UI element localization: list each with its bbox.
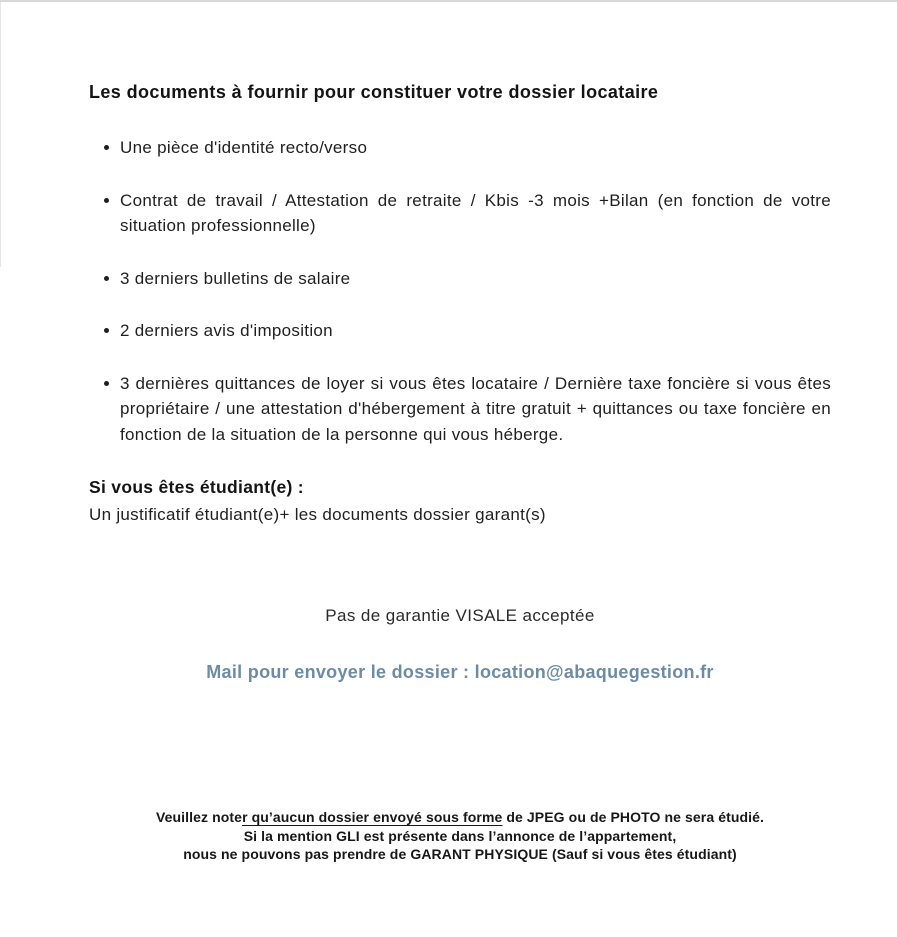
bullet-icon — [104, 381, 109, 386]
list-item-text: 2 derniers avis d'imposition — [120, 321, 333, 340]
list-item-text: 3 dernières quittances de loyer si vous êtes locataire / Dernière taxe foncière si vous êtes propriétaire / une attestation d'hébergement à titre gratuit + quittances ou taxe foncière en fonction de la situation de la personne qui vous héberge. — [120, 373, 831, 444]
student-section-heading: Si vous êtes étudiant(e) : — [89, 477, 304, 497]
page-edge-line — [0, 2, 1, 267]
footer-warning — [89, 808, 831, 864]
footer-line-2: Si la mention GLI est présente dans l’annonce de l’appartement, — [243, 827, 677, 844]
bullet-icon — [104, 198, 109, 203]
footer-line-1-prefix: Veuillez note — [155, 809, 243, 825]
bullet-icon — [104, 276, 109, 281]
bullet-icon — [104, 145, 109, 150]
mail-instruction — [89, 660, 831, 685]
visale-note: Pas de garantie VISALE acceptée — [325, 606, 595, 625]
list-item-work-contract — [89, 188, 831, 239]
list-item-tax-notices — [89, 318, 831, 344]
required-documents-list — [89, 135, 831, 447]
document-content — [0, 2, 897, 864]
student-section-text: Un justificatif étudiant(e)+ les documents dossier garant(s) — [89, 505, 546, 524]
list-item-text: 3 derniers bulletins de salaire — [120, 268, 351, 288]
list-item-payslips — [89, 266, 831, 292]
mail-instruction-text: Mail pour envoyer le dossier : location@abaquegestion.fr — [206, 662, 714, 682]
footer-line-1 — [89, 808, 831, 827]
footer-line-3: nous ne pouvons pas prendre de GARANT PHYSIQUE (Sauf si vous êtes étudiant) — [183, 846, 737, 862]
footer-underlined-text: r qu’aucun dossier envoyé sous forme — [242, 809, 503, 825]
document-title: Les documents à fournir pour constituer votre dossier locataire — [89, 82, 659, 102]
list-item-identity — [89, 135, 831, 161]
list-item-text: Une pièce d'identité recto/verso — [120, 138, 368, 157]
list-item-text: Contrat de travail / Attestation de retraite / Kbis -3 mois +Bilan (en fonction de votre situation professionnelle) — [120, 190, 831, 235]
footer-line-1-suffix: de JPEG ou de PHOTO ne sera étudié. — [502, 809, 765, 825]
list-item-rent-receipts — [89, 371, 831, 448]
bullet-icon — [104, 328, 109, 333]
